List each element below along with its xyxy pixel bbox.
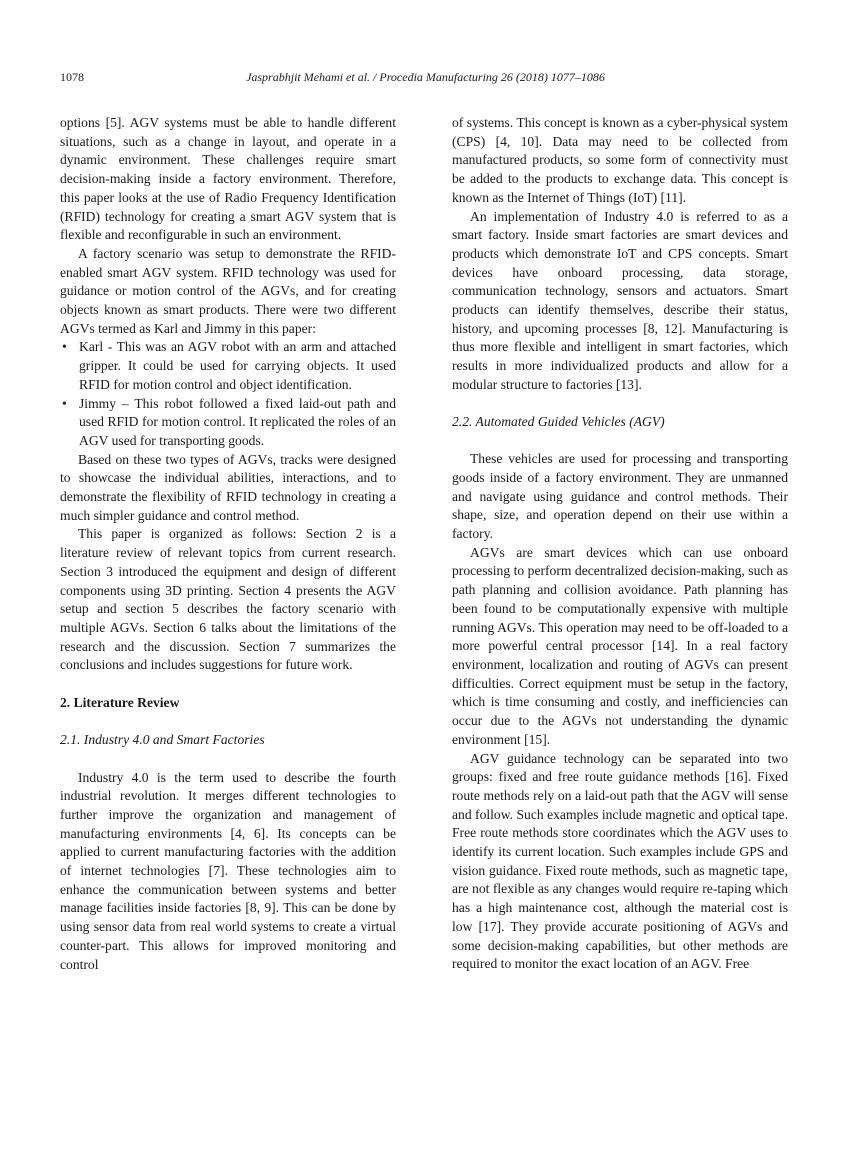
subsection-heading: 2.1. Industry 4.0 and Smart Factories bbox=[60, 731, 265, 747]
paragraph: AGVs are smart devices which can use onboard processing to perform decentralized decision-making, such as path planning and collision avoidance. Path planning has been found to be computationally expensive with multiple running AGVs. This operation may need to be off-loaded to a more powerful central processor [14]. In a real factory environment, localization and routing of AGVs can present difficulties. Correct equipment must be setup in the factory, which is time consuming and costly, and inefficiencies can occur due to the AGVs not understanding the dynamic environment [15]. bbox=[452, 544, 788, 747]
left-column bbox=[60, 114, 396, 974]
paragraph: of systems. This concept is known as a cyber-physical system (CPS) [4, 10]. Data may need to be collected from manufactured products, so some form of connectivity must be added to the products to exchange data. This concept is known as the Internet of Things (IoT) [11]. bbox=[452, 115, 788, 205]
section-heading: 2. Literature Review bbox=[60, 695, 180, 711]
paragraph: A factory scenario was setup to demonstrate the RFID-enabled smart AGV system. RFID technology was used for guidance or motion control of the AGVs, and for creating objects known as smart products. There were two different AGVs termed as Karl and Jimmy in this paper: bbox=[60, 245, 396, 336]
list-item-text: Jimmy – This robot followed a fixed laid-out path and used RFID for motion control. It replicated the roles of an AGV used for transporting goods. bbox=[79, 395, 396, 448]
list-item-text: Karl - This was an AGV robot with an arm and attached gripper. It could be used for carrying objects. It used RFID for motion control and object identification. bbox=[79, 339, 396, 392]
bullet-icon: • bbox=[62, 339, 67, 355]
right-column bbox=[452, 114, 788, 974]
page-header bbox=[60, 70, 791, 86]
paragraph: options [5]. AGV systems must be able to handle different situations, such as a change in layout, and operate in a dynamic environment. These challenges require smart decision-making inside a factory environment. Therefore, this paper looks at the use of Radio Frequency Identification (RFID) technology for creating a smart AGV system that is flexible and reconfigurable in such an environment. bbox=[60, 115, 396, 243]
paragraph: This paper is organized as follows: Section 2 is a literature review of relevant topics from current research. Section 3 introduced the equipment and design of different components using 3D printing. Section 4 presents the AGV setup and section 5 describes the factory scenario with multiple AGVs. Section 6 talks about the limitations of the research and the discussion. Section 7 summarizes the conclusions and includes suggestions for future work. bbox=[60, 526, 396, 673]
list-item bbox=[60, 338, 396, 394]
paragraph: These vehicles are used for processing and transporting goods inside of a factory environment. They are unmanned and navigate using guidance and control methods. Their shape, size, and operation depend on their use within a factory. bbox=[452, 451, 788, 542]
list-item bbox=[60, 395, 396, 451]
agv-bullet-list bbox=[60, 338, 396, 450]
paragraph: Based on these two types of AGVs, tracks were designed to showcase the individual abilities, interactions, and to demonstrate the flexibility of RFID technology in creating a much simpler guidance and control method. bbox=[60, 451, 396, 523]
subsection-heading: 2.2. Automated Guided Vehicles (AGV) bbox=[452, 413, 665, 429]
page-number: 1078 bbox=[60, 70, 84, 84]
paragraph: Industry 4.0 is the term used to describe the fourth industrial revolution. It merges different technologies to further improve the organization and management of manufacturing environments [4, 6]. Its concepts can be applied to current manufacturing factories with the addition of internet technologies [7]. These technologies aim to enhance the communication between systems and better manage facilities inside factories [8, 9]. This can be done by using sensor data from real world systems to create a virtual counter-part. This allows for improved monitoring and control bbox=[60, 769, 396, 972]
paragraph: AGV guidance technology can be separated into two groups: fixed and free route guidance methods [16]. Fixed route methods rely on a laid-out path that the AGV will sense and follow. Such examples include magnetic and optical tape. Free route methods store coordinates which the AGV uses to identify its current location. Such examples include GPS and vision guidance. Fixed route methods, such as magnetic tape, are not flexible as any changes would require re-taping which has a high maintenance cost, although the material cost is low [17]. They provide accurate positioning of AGVs and some decision-making capabilities, but other methods are required to monitor the exact location of an AGV. Free bbox=[452, 750, 788, 972]
running-head: Jasprabhjit Mehami et al. / Procedia Manufacturing 26 (2018) 1077–1086 bbox=[246, 70, 605, 84]
paragraph: An implementation of Industry 4.0 is referred to as a smart factory. Inside smart factories are smart devices and products which demonstrate IoT and CPS concepts. Smart devices have onboard processing, data storage, communication technology, sensors and actuators. Smart products can identify themselves, describe their status, history, and upcoming processes [8, 12]. Manufacturing is thus more flexible and intelligent in smart factories, which results in more individualized products and allow for a modular structure to factories [13]. bbox=[452, 208, 788, 392]
bullet-icon: • bbox=[62, 395, 67, 411]
